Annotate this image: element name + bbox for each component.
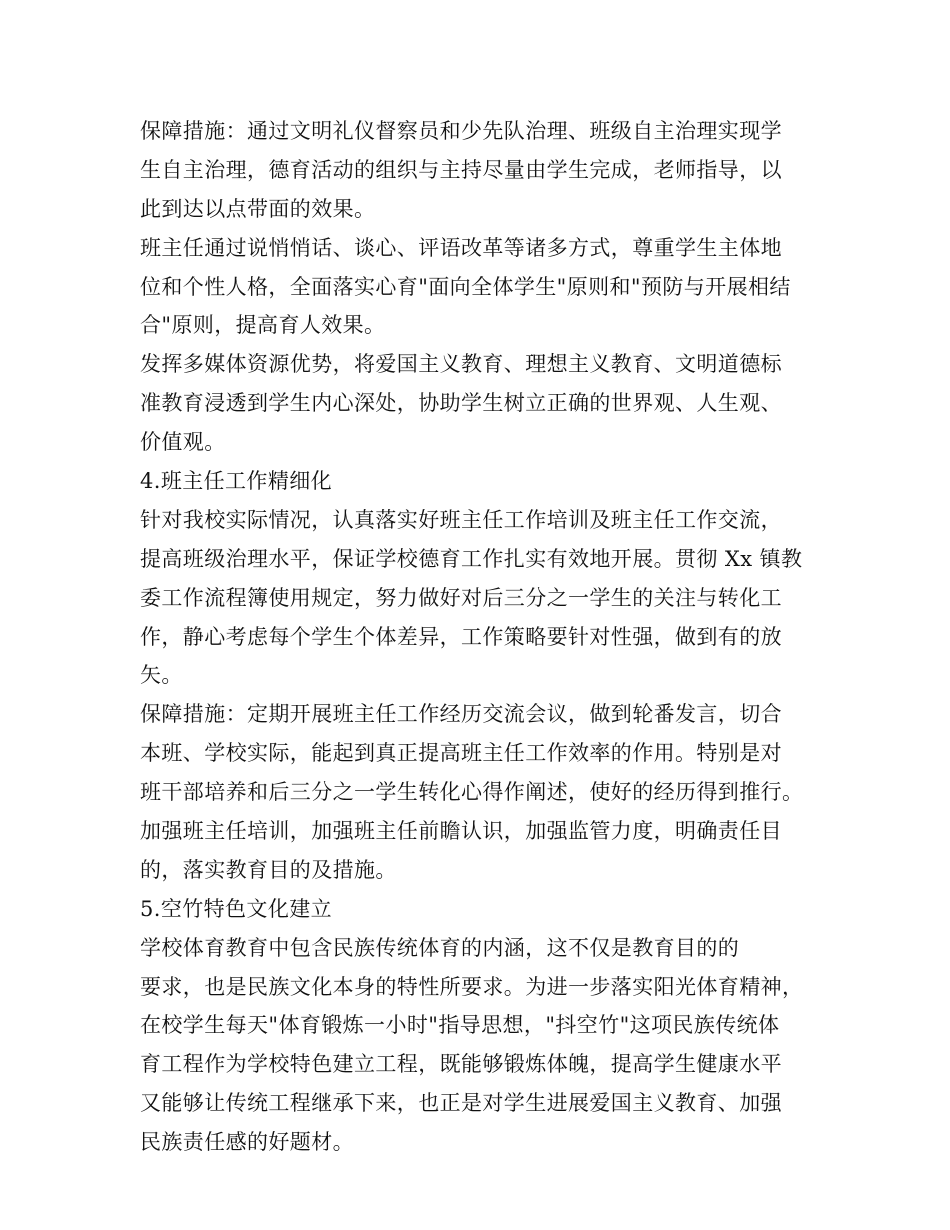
text-line: 民族责任感的好题材。 (140, 1130, 354, 1155)
text-line: 学校体育教育中包含民族传统体育的内涵，这不仅是教育目的的 (140, 935, 740, 960)
text-line: 作，静心考虑每个学生个体差异，工作策略要针对性强，做到有的放 (140, 624, 782, 649)
text-line: 育工程作为学校特色建立工程，既能够锻炼体魄，提高学生健康水平 (140, 1052, 782, 1077)
section-heading: 5.空竹特色文化建立 (140, 896, 333, 921)
text-line: 的，落实教育目的及措施。 (140, 857, 397, 882)
text-line: 生自主治理，德育活动的组织与主持尽量由学生完成，老师指导，以 (140, 157, 782, 182)
text-line: 保障措施：定期开展班主任工作经历交流会议，做到轮番发言，切合 (140, 702, 782, 727)
text-line: 准教育浸透到学生内心深处，协助学生树立正确的世界观、人生观、 (140, 391, 782, 416)
text-line: 又能够让传统工程继承下来，也正是对学生进展爱国主义教育、加强 (140, 1091, 782, 1116)
text-line: 委工作流程簿使用规定，努力做好对后三分之一学生的关注与转化工 (140, 585, 782, 610)
text-line: 合"原则，提高育人效果。 (140, 313, 386, 338)
text-line: 要求，也是民族文化本身的特性所要求。为进一步落实阳光体育精神， (140, 974, 804, 999)
text-line: 针对我校实际情况，认真落实好班主任工作培训及班主任工作交流， (140, 507, 782, 532)
text-line: 矢。 (140, 663, 183, 688)
text-line: 班主任通过说悄悄话、谈心、评语改革等诸多方式，尊重学生主体地 (140, 235, 782, 260)
text-line: 发挥多媒体资源优势，将爱国主义教育、理想主义教育、文明道德标 (140, 352, 782, 377)
text-line: 班干部培养和后三分之一学生转化心得作阐述，使好的经历得到推行。 (140, 780, 804, 805)
document-body (140, 112, 830, 1162)
section-heading: 4.班主任工作精细化 (140, 469, 333, 494)
text-line: 本班、学校实际，能起到真正提高班主任工作效率的作用。特别是对 (140, 741, 782, 766)
text-line: 加强班主任培训，加强班主任前瞻认识，加强监管力度，明确责任目 (140, 819, 782, 844)
text-line: 保障措施：通过文明礼仪督察员和少先队治理、班级自主治理实现学 (140, 119, 782, 143)
text-line: 提高班级治理水平，保证学校德育工作扎实有效地开展。贯彻 Xx 镇教 (140, 546, 803, 571)
text-line: 价值观。 (140, 430, 226, 455)
text-line: 位和个性人格，全面落实心育"面向全体学生"原则和"预防与开展相结 (140, 274, 791, 299)
text-line: 在校学生每天"体育锻炼一小时"指导思想，"抖空竹"这项民族传统体 (140, 1013, 780, 1038)
text-line: 此到达以点带面的效果。 (140, 196, 376, 221)
